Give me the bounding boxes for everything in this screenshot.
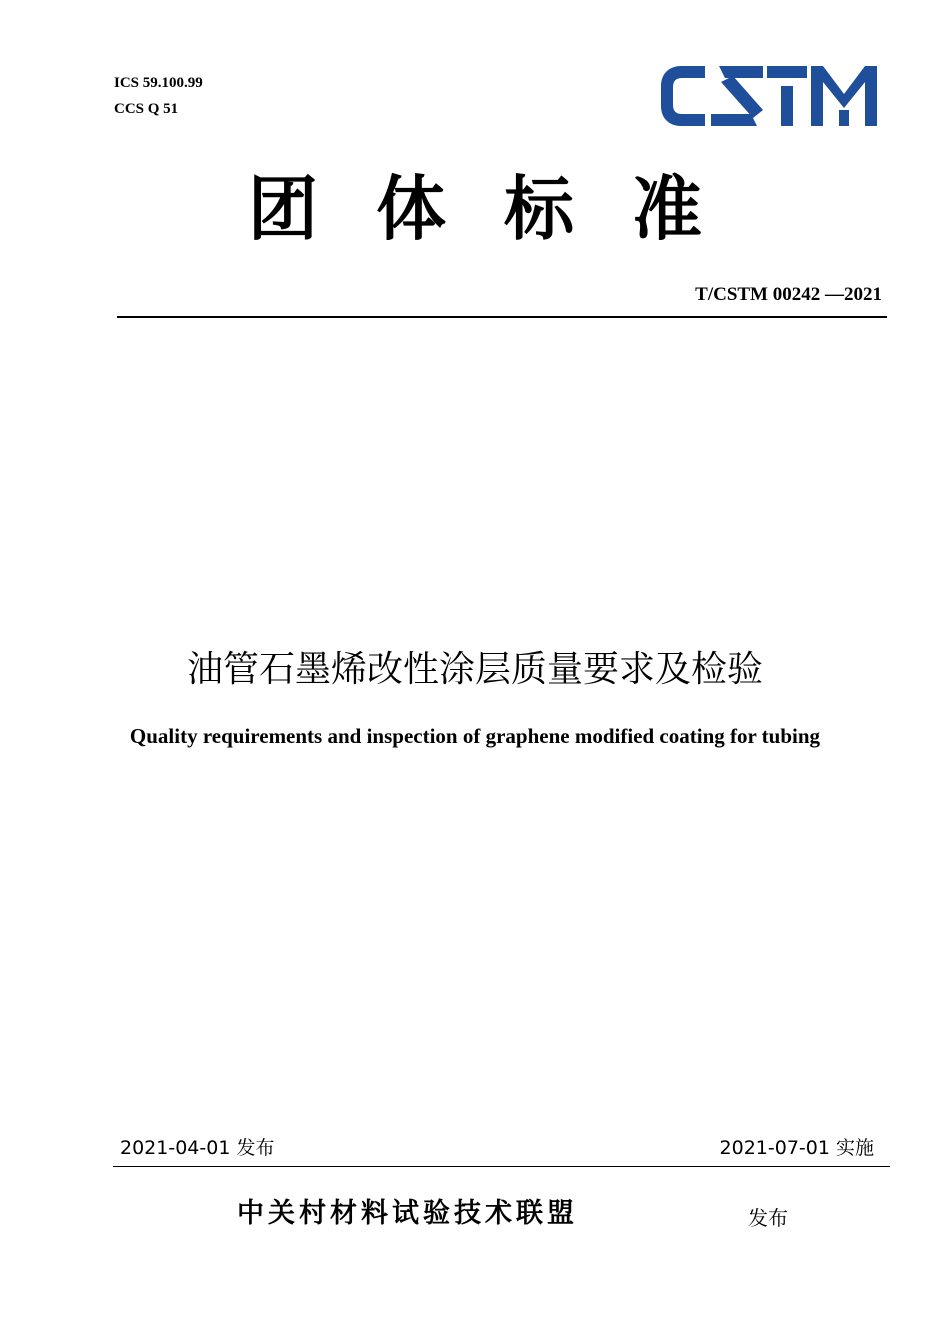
publisher-name: 中关村材料试验技术联盟 xyxy=(237,1198,578,1229)
cstm-logo xyxy=(659,64,879,128)
document-type-heading: 团体标准 xyxy=(248,168,760,250)
title-chinese: 油管石墨烯改性涂层质量要求及检验 xyxy=(186,649,763,690)
ics-code: ICS 59.100.99 xyxy=(114,75,203,91)
header-divider xyxy=(117,316,887,318)
implementation-date: 2021-07-01 实施 xyxy=(719,1137,874,1159)
issue-date: 2021-04-01 发布 xyxy=(120,1137,275,1159)
footer-divider xyxy=(113,1166,890,1167)
ccs-code: CCS Q 51 xyxy=(114,101,179,117)
publish-label: 发布 xyxy=(748,1206,788,1230)
title-english: Quality requirements and inspection of graphene modified coating for tubing xyxy=(129,724,821,748)
standard-number: T/CSTM 00242 —2021 xyxy=(695,284,882,305)
